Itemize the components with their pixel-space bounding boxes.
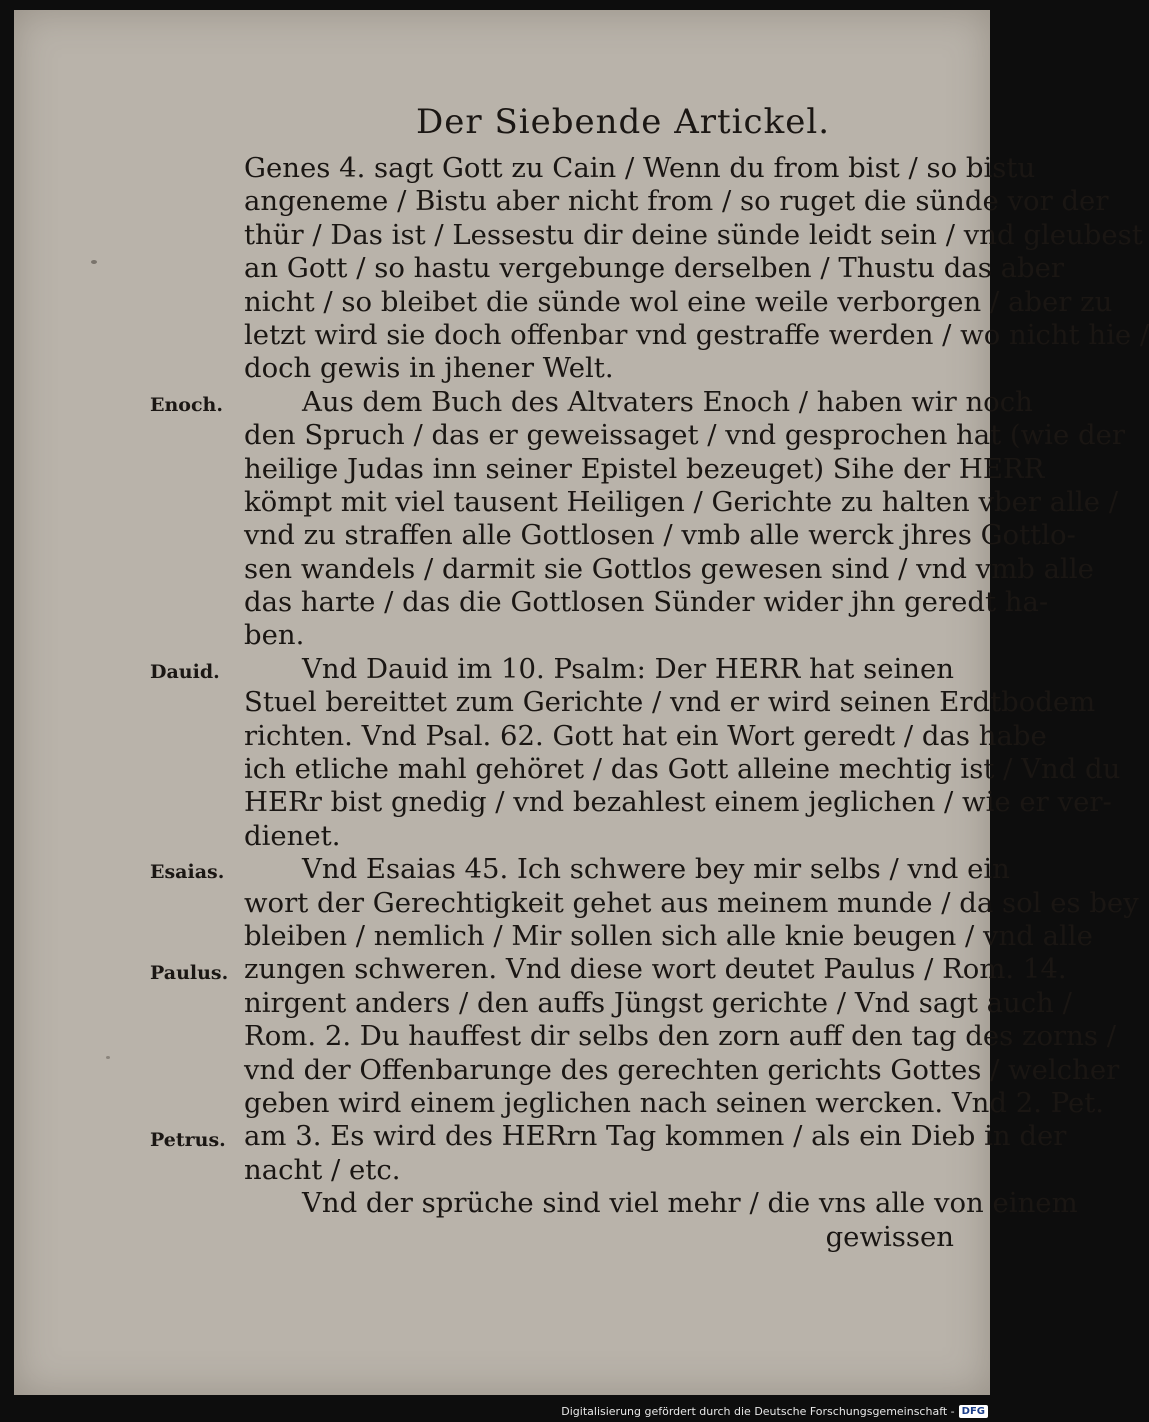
text-line: thür / Das ist / Lessestu dir deine sünde leidt sein / vnd gleubest bbox=[244, 218, 1143, 251]
paper-speck bbox=[106, 1056, 110, 1059]
dfg-credit: Digitalisierung gefördert durch die Deutsche Forschungsgemeinschaft - bbox=[561, 1405, 955, 1418]
text-line: nirgent anders / den auffs Jüngst gerichte / Vnd sagt auch / bbox=[244, 986, 1072, 1019]
text-line: dienet. bbox=[244, 819, 341, 852]
text-line: sen wandels / darmit sie Gottlos gewesen sind / vnd vmb alle bbox=[244, 552, 1094, 585]
text-line: Genes 4. sagt Gott zu Cain / Wenn du from bist / so bistu bbox=[244, 152, 1036, 184]
text-line: vnd der Offenbarunge des gerechten gerichts Gottes / welcher bbox=[244, 1053, 1120, 1086]
text-line: richten. Vnd Psal. 62. Gott hat ein Wort geredt / das habe bbox=[244, 719, 1047, 752]
text-line: nicht / so bleibet die sünde wol eine weile verborgen / aber zu bbox=[244, 285, 1113, 318]
text-line: nacht / etc. bbox=[244, 1153, 401, 1186]
text-line: den Spruch / das er geweissaget / vnd gesprochen hat (wie der bbox=[244, 419, 1126, 452]
text-line: kömpt mit viel tausent Heiligen / Gerichte zu halten vber alle / bbox=[244, 485, 1119, 518]
text-line: wort der Gerechtigkeit gehet aus meinem munde / da sol es bey bbox=[244, 886, 1139, 919]
digitization-footer bbox=[561, 1405, 988, 1418]
text-line: ben. bbox=[244, 619, 305, 652]
text-line: Vnd Esaias 45. Ich schwere bey mir selbs / vnd ein bbox=[302, 853, 1010, 886]
text-line: HERr bist gnedig / vnd bezahlest einem jeglichen / wie er ver- bbox=[244, 786, 1112, 819]
text-line: Vnd der sprüche sind viel mehr / die vns alle von einem bbox=[302, 1187, 1078, 1220]
text-line: gewissen bbox=[825, 1220, 954, 1253]
text-line: ich etliche mahl gehöret / das Gott alleine mechtig ist / Vnd du bbox=[244, 753, 1121, 786]
text-line: vnd zu straffen alle Gottlosen / vmb alle werck jhres Gottlo- bbox=[244, 519, 1076, 552]
text-line: letzt wird sie doch offenbar vnd gestraffe werden / wo nicht hie / bbox=[244, 318, 1149, 351]
margin-note: Enoch. bbox=[150, 393, 223, 416]
text-line: bleiben / nemlich / Mir sollen sich alle knie beugen / vnd alle bbox=[244, 919, 1093, 952]
text-line: heilige Judas inn seiner Epistel bezeuget) Sihe der HERR bbox=[244, 452, 1045, 485]
running-header: Der Siebende Artickel. bbox=[416, 102, 830, 142]
text-line: Stuel bereittet zum Gerichte / vnd er wird seinen Erdtbodem bbox=[244, 686, 1096, 719]
text-line: zungen schweren. Vnd diese wort deutet Paulus / Rom. 14. bbox=[244, 953, 1067, 986]
margin-note: Petrus. bbox=[150, 1128, 226, 1151]
text-line: an Gott / so hastu vergebunge derselben / Thustu das aber bbox=[244, 252, 1065, 285]
text-line: Vnd Dauid im 10. Psalm: Der HERR hat seinen bbox=[302, 652, 954, 685]
text-line: angeneme / Bistu aber nicht from / so ruget die sünde vor der bbox=[244, 185, 1109, 218]
margin-note: Dauid. bbox=[150, 661, 220, 683]
text-line: am 3. Es wird des HERrn Tag kommen / als ein Dieb in der bbox=[244, 1120, 1067, 1153]
paper-speck bbox=[91, 260, 97, 264]
text-line: Rom. 2. Du hauffest dir selbs den zorn auff den tag des zorns / bbox=[244, 1020, 1116, 1053]
text-line: Aus dem Buch des Altvaters Enoch / haben wir noch bbox=[302, 385, 1033, 418]
dfg-logo: DFG bbox=[959, 1405, 988, 1418]
document-page bbox=[14, 10, 1149, 1395]
margin-note: Esaias. bbox=[150, 861, 225, 884]
margin-note: Paulus. bbox=[150, 961, 229, 984]
text-line: das harte / das die Gottlosen Sünder wider jhn geredt ha- bbox=[244, 586, 1049, 619]
text-line: geben wird einem jeglichen nach seinen wercken. Vnd 2. Pet. bbox=[244, 1086, 1105, 1119]
body-text bbox=[244, 152, 1149, 1254]
text-line: doch gewis in jhener Welt. bbox=[244, 352, 614, 385]
